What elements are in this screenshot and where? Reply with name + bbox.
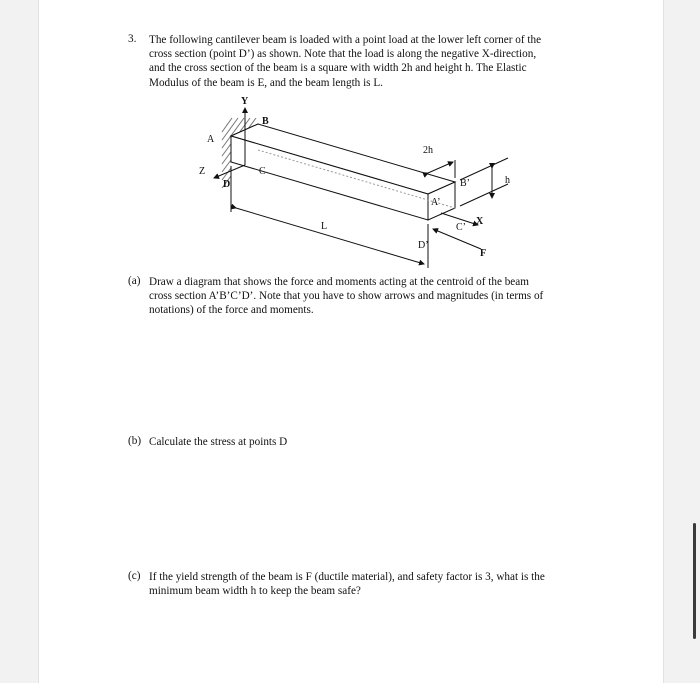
part-a-line: Draw a diagram that shows the force and moments acting at the centroid of the beam [149, 276, 529, 288]
part-c-text [149, 570, 545, 598]
point-a-label: A [207, 134, 215, 145]
part-a-line: cross section A’B’C’D’. Note that you have to show arrows and magnitudes (in terms of [149, 290, 544, 303]
part-a-line: notations) of the force and moments. [149, 304, 314, 317]
point-d-label: D [223, 179, 231, 190]
width-label: 2h [423, 145, 433, 156]
question-number: 3. [128, 33, 137, 45]
point-b-prime-label: B’ [460, 178, 470, 189]
z-axis-label: Z [199, 166, 206, 177]
point-c-label: C [259, 166, 266, 177]
question-line: and the cross section of the beam is a square with width 2h and height h. The Elastic [149, 62, 527, 75]
point-d-prime-label: D’ [418, 240, 429, 251]
force-label: F [480, 248, 487, 259]
z-axis-arrow [214, 165, 245, 178]
height-label: h [505, 175, 510, 186]
part-c-line: minimum beam width h to keep the beam safe? [149, 585, 361, 598]
part-c-line: If the yield strength of the beam is F (ductile material), and safety factor is 3, what is the [149, 571, 545, 583]
question-line: The following cantilever beam is loaded with a point load at the lower left corner of the [149, 34, 542, 46]
y-axis-label: Y [241, 96, 249, 107]
point-c-prime-label: C’ [456, 222, 466, 233]
question-line: Modulus of the beam is E, and the beam length is L. [149, 76, 383, 89]
length-label: L [321, 221, 328, 232]
x-axis-label: X [476, 216, 484, 227]
question-line: cross section (point D’) as shown. Note that the load is along the negative X-direction, [149, 48, 537, 61]
point-a-prime-label: A’ [431, 197, 441, 208]
point-b-label: B [262, 116, 269, 127]
part-a-label: (a) [128, 275, 141, 287]
part-b-label: (b) [128, 435, 142, 447]
part-b-text [149, 435, 287, 449]
part-a-text [149, 275, 543, 318]
part-b-line: Calculate the stress at points D [149, 436, 288, 448]
part-c-label: (c) [128, 570, 141, 582]
